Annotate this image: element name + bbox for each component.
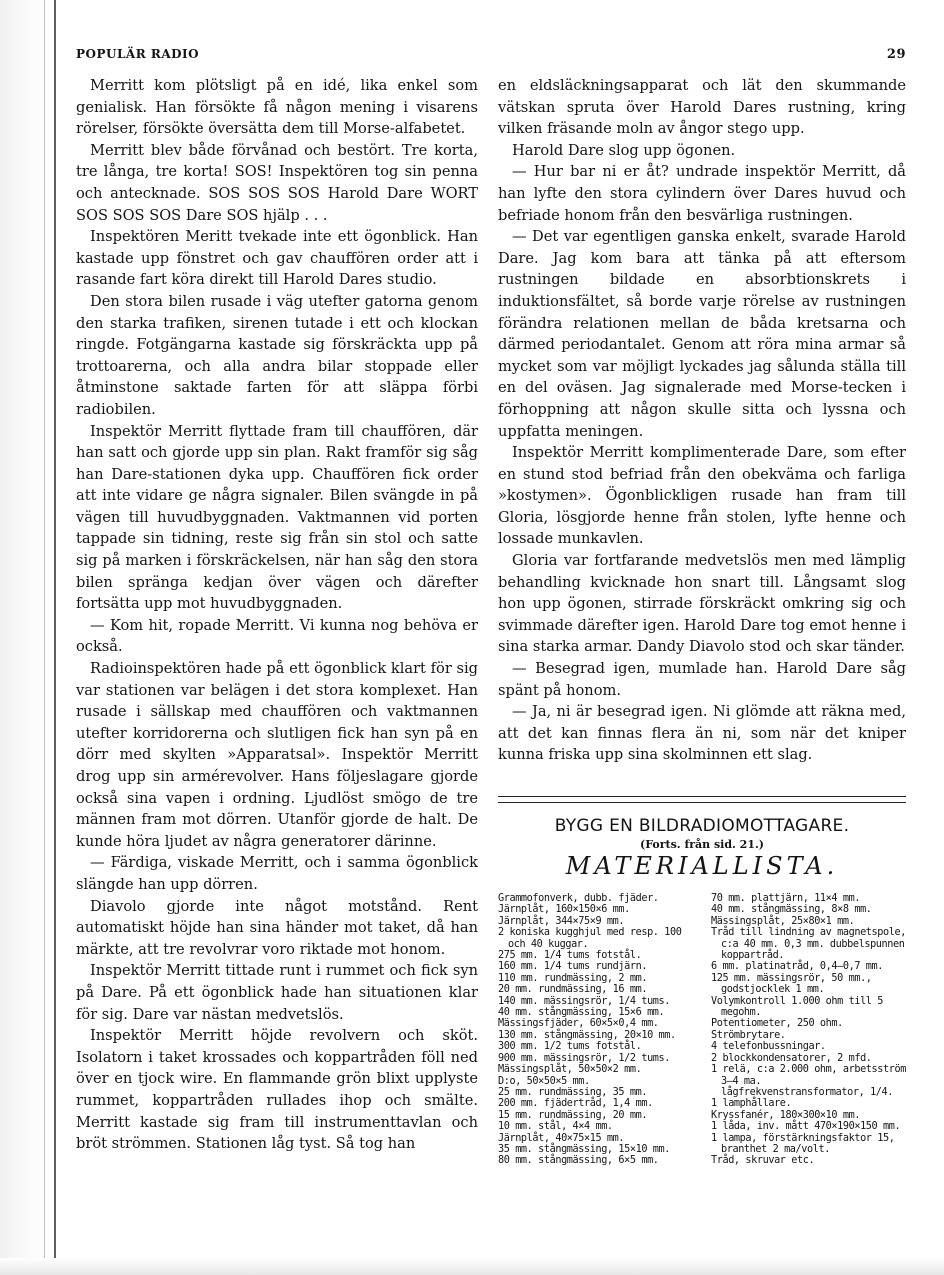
paragraph: Radioinspektören hade på ett ögonblick klart för sig var stationen var belägen i det stora komplexet. Han rusade i sällskap med chauffören och vaktmannen utefter korridorerna och slutligen fick han syn på en dörr med skylten »Apparatsal». Inspektör Merritt drog upp sin armérevolver. Hans följeslagare gjorde också sina vapen i ordning. Ljudlöst smögo de tre männen fram mot dörren. Utanför gjorde de halt. De kunde höra ljudet av några generatorer därinne. <box>76 660 478 850</box>
material-item: 200 mm. fjädertråd, 1,4 mm. <box>498 1098 653 1110</box>
material-item: 20 mm. rundmässing, 16 mm. <box>498 984 648 996</box>
paragraph-continuation: en eldsläckningsapparat och lät den skummande vätskan spruta över Harold Dares rustning, kring vilken fräsande moln av ångor stego upp. <box>498 77 906 138</box>
magazine-title: POPULÄR RADIO <box>76 47 200 61</box>
paragraph: — Besegrad igen, mumlade han. Harold Dare såg spänt på honom. <box>498 660 906 699</box>
paragraph: — Ja, ni är besegrad igen. Ni glömde att räkna med, att det kan finnas flera än ni, som när det kniper kunna friska upp sina skolminnen ett slag. <box>498 703 906 764</box>
materials-list-title: MATERIALLISTA. <box>565 852 839 880</box>
material-item: Potentiometer, 250 ohm. <box>711 1018 843 1030</box>
material-item: 110 mm. rundmässing, 2 mm. <box>498 972 648 984</box>
material-item: 40 mm. stångmässing, 8×8 mm. <box>711 904 872 916</box>
material-item: Grammofonverk, dubb. fjäder. <box>498 893 659 904</box>
material-item: 40 mm. stångmässing, 15×6 mm. <box>498 1007 665 1019</box>
material-item: 1 lampa, förstärkningsfaktor 15, branthet 2 ma/volt. <box>711 1132 895 1155</box>
paragraph: Merritt blev både förvånad och bestört. Tre korta, tre långa, tre korta! SOS! Inspektören tog sin penna och antecknade. SOS SOS SOS Harold Dare WORT SOS SOS SOS Dare SOS hjälp . . . <box>76 141 478 224</box>
material-item: 35 mm. stångmässing, 15×10 mm. <box>498 1143 671 1155</box>
material-item: 4 telefonbussningar. <box>711 1041 826 1053</box>
material-item: 125 mm. mässingsrör, 50 mm., godstjocklek 1 mm. <box>711 972 872 996</box>
paragraph: Harold Dare slog upp ögonen. <box>512 141 736 159</box>
paragraph: — Hur bar ni er åt? undrade inspektör Merritt, då han lyfte den stora cylindern över Dares huvud och befriade honom från den besvärliga rustningen. <box>498 163 906 224</box>
material-item: Volymkontroll 1.000 ohm till 5 megohm. <box>711 995 884 1019</box>
scan-edge-line-faint <box>44 0 45 1275</box>
scan-bottom-edge <box>0 1258 944 1275</box>
material-item: 275 mm. 1/4 tums fotstål. <box>498 950 642 962</box>
paragraph: Den stora bilen rusade i väg utefter gatorna genom den starka trafiken, sirenen tutade i ett och klockan ringde. Fotgängarna kastade sig förskräckta upp på trottoarerna, och alla andra bilar stoppade eller åtminstone saktade farten för att släppa förbi radiobilen. <box>76 292 478 418</box>
material-item: 140 mm. mässingsrör, 1/4 tums. <box>498 995 671 1007</box>
material-item: Strömbrytare. <box>711 1029 786 1041</box>
material-item: 70 mm. plattjärn, 11×4 mm. <box>711 893 861 904</box>
paragraph: Inspektör Merritt tittade runt i rummet och fick syn på Dare. På ett ögonblick hade han situationen klar för sig. Dare var nästan medvetslös. <box>76 962 478 1023</box>
section-divider <box>498 796 906 803</box>
material-item: 15 mm. rundmässing, 20 mm. <box>498 1109 648 1121</box>
material-item: 1 relä, c:a 2.000 ohm, arbetsström 3—4 ma. lågfrekvenstransformator, 1/4. <box>711 1064 906 1098</box>
materials-list-left <box>498 893 698 1167</box>
scan-edge-shadow <box>0 0 56 1275</box>
material-item: 6 mm. platinatråd, 0,4—0,7 mm. <box>711 961 884 973</box>
page-number: 29 <box>886 47 906 62</box>
material-item: D:o, 50×50×5 mm. <box>498 1075 590 1087</box>
right-column <box>498 75 906 766</box>
paragraph: Gloria var fortfarande medvetslös men med lämplig behandling kvicknade hon snart till. Långsamt slog hon upp ögonen, stirrade förskräckt omkring sig och svimmade därefter igen. Harold Dare tog emot henne i sina starka armar. Dandy Diavolo stod och skar tänder. <box>498 552 906 656</box>
paragraph: Diavolo gjorde inte något motstånd. Rent automatiskt höjde han sina händer mot taket, då han märkte, att tre revolvrar voro riktade mot honom. <box>76 897 478 958</box>
running-head <box>76 47 906 65</box>
material-item: Tråd till lindning av magnetspole, c:a 40 mm. 0,3 mm. dubbelspunnen koppartråd. <box>711 927 906 962</box>
material-item: 2 koniska kugghjul med resp. 100 och 40 kuggar. <box>498 927 682 950</box>
material-item: Mässingsplåt, 25×80×1 mm. <box>711 915 855 927</box>
material-item: 130 mm. stångmässing, 20×10 mm. <box>498 1029 676 1041</box>
material-item: Mässingsplåt, 50×50×2 mm. <box>498 1064 642 1076</box>
paragraph: Merritt kom plötsligt på en idé, lika enkel som genialisk. Han försökte få någon mening i visarens rörelser, försökte översätta dem till Morse-alfabetet. <box>76 77 478 138</box>
material-item: 300 mm. 1/2 tums fotstål. <box>498 1041 642 1053</box>
material-item: 80 mm. stångmässing, 6×5 mm. <box>498 1155 659 1167</box>
left-column <box>76 75 478 1155</box>
material-item: 900 mm. mässingsrör, 1/2 tums. <box>498 1052 671 1064</box>
paragraph: Inspektör Merritt flyttade fram till chauffören, där han satt och gjorde upp sin plan. Rakt framför sig såg han Dare-stationen dyka upp. Chauffören fick order att inte vidare ge några signaler. Bilen svängde in på vägen till huvudbyggnaden. Vaktmannen vid porten tappade sin tidning, reste sig från sin stol och satte sig på marken i förskräckelsen, när han såg den stora bilen spränga kedjan över vägen och därefter fortsätta upp mot huvudbyggnaden. <box>76 422 478 613</box>
section-title: BYGG EN BILDRADIOMOTTAGARE. <box>554 816 850 836</box>
material-item: Järnplåt, 344×75×9 mm. <box>498 915 625 927</box>
scan-edge-line <box>54 0 56 1275</box>
paragraph: Inspektör Merritt komplimenterade Dare, som efter en stund stod befriad från den obekväma och farliga »kostymen». Ögonblickligen rusade han fram till Gloria, lösgjorde henne från stolen, lyfte henne och lossade munkavlen. <box>498 444 906 548</box>
material-item: Kryssfanér, 180×300×10 mm. <box>711 1109 861 1121</box>
material-item: 25 mm. rundmässing, 35 mm. <box>498 1086 648 1098</box>
material-item: 1 låda, inv. mått 470×190×150 mm. <box>711 1121 901 1133</box>
material-item: Tråd, skruvar etc. <box>711 1155 815 1167</box>
paragraph: Inspektören Meritt tvekade inte ett ögonblick. Han kastade upp fönstret och gav chauffören order att i rasande fart köra direkt till Harold Dares studio. <box>76 228 478 289</box>
material-item: Mässingsfjäder, 60×5×0,4 mm. <box>498 1018 659 1030</box>
paragraph: — Kom hit, ropade Merritt. Vi kunna nog behöva er också. <box>76 616 478 656</box>
material-item: 160 mm. 1/4 tums rundjärn. <box>498 961 648 973</box>
material-item: 10 mm. stål, 4×4 mm. <box>498 1121 613 1133</box>
paragraph: Inspektör Merritt höjde revolvern och sköt. Isolatorn i taket krossades och koppartråden föll ned över en tjock wire. En flammande grön blixt upplyste rummet, koppartråden rullades ihop och smälte. Merritt kastade sig fram till instrumenttavlan och bröt strömmen. Stationen låg tyst. Så tog han <box>76 1027 478 1153</box>
paragraph: — Färdiga, viskade Merritt, och i samma ögonblick slängde han upp dörren. <box>76 854 478 893</box>
material-item: Järnplåt, 40×75×15 mm. <box>498 1132 625 1144</box>
paragraph: — Det var egentligen ganska enkelt, svarade Harold Dare. Jag kom bara att tänka på att eftersom rustningen bildade en absorbtionskrets i induktionsfältet, så borde varje rörelse av rustningen förändra relationen mellan de båda kretsarna och därmed periodantalet. Genom att röra mina armar så mycket som var möjligt lyckades jag sålunda ställa till en del oväsen. Jag signalerade med Morse-tecken i förhoppning att någon skulle sitta och lyssna och uppfatta meningen. <box>498 228 906 440</box>
material-item: Järnplåt, 160×150×6 mm. <box>498 904 630 916</box>
material-item: 2 blockkondensatorer, 2 mfd. <box>711 1052 872 1064</box>
materials-list-right <box>711 893 909 1167</box>
material-item: 1 lamphållare. <box>711 1098 792 1110</box>
section-subtitle: (Forts. från sid. 21.) <box>639 838 765 851</box>
